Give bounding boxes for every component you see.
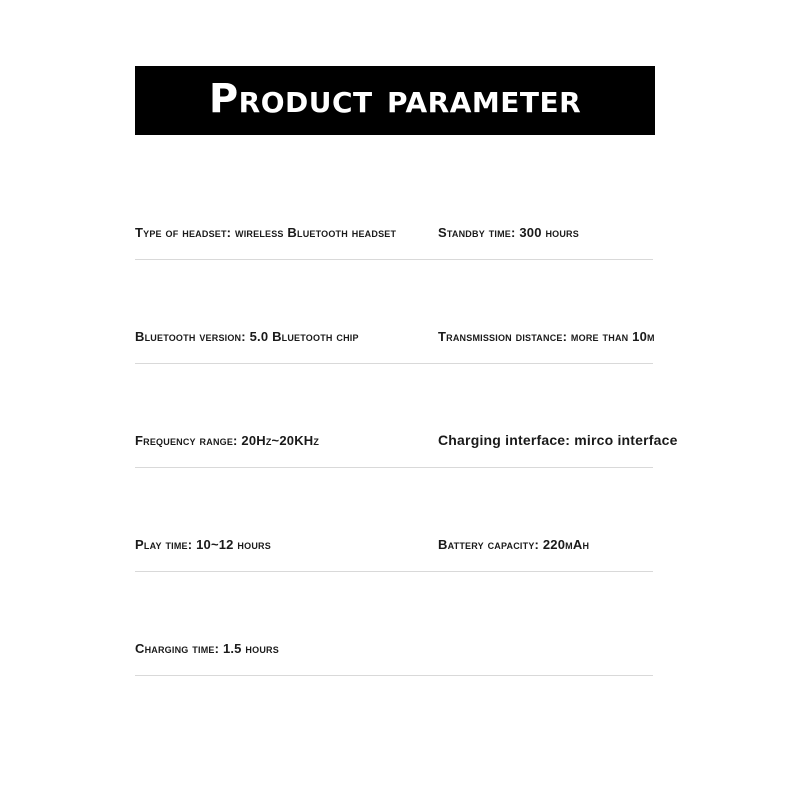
parameter-frequency-range: Frequency range: 20Hz~20KHz — [135, 433, 320, 448]
parameter-row — [135, 259, 653, 364]
parameter-headset-type: Type of headset: wireless Bluetooth headset — [135, 225, 397, 240]
parameter-transmission-distance: Transmission distance: more than 10m — [438, 329, 655, 344]
parameter-battery-capacity: Battery capacity: 220mAh — [438, 537, 590, 552]
parameter-standby-time: Standby time: 300 hours — [438, 225, 579, 240]
title-banner — [135, 66, 655, 135]
parameter-row — [135, 363, 678, 468]
parameter-play-time: Play time: 10~12 hours — [135, 537, 271, 552]
parameter-bluetooth-version: Bluetooth version: 5.0 Bluetooth chip — [135, 329, 359, 344]
parameter-row — [135, 571, 653, 676]
page-title: Product parameter — [208, 75, 582, 122]
parameter-row — [135, 467, 653, 572]
parameter-charging-time: Charging time: 1.5 hours — [135, 641, 279, 656]
parameter-row — [135, 155, 653, 260]
parameter-charging-interface: Charging interface: mirco interface — [438, 432, 678, 448]
